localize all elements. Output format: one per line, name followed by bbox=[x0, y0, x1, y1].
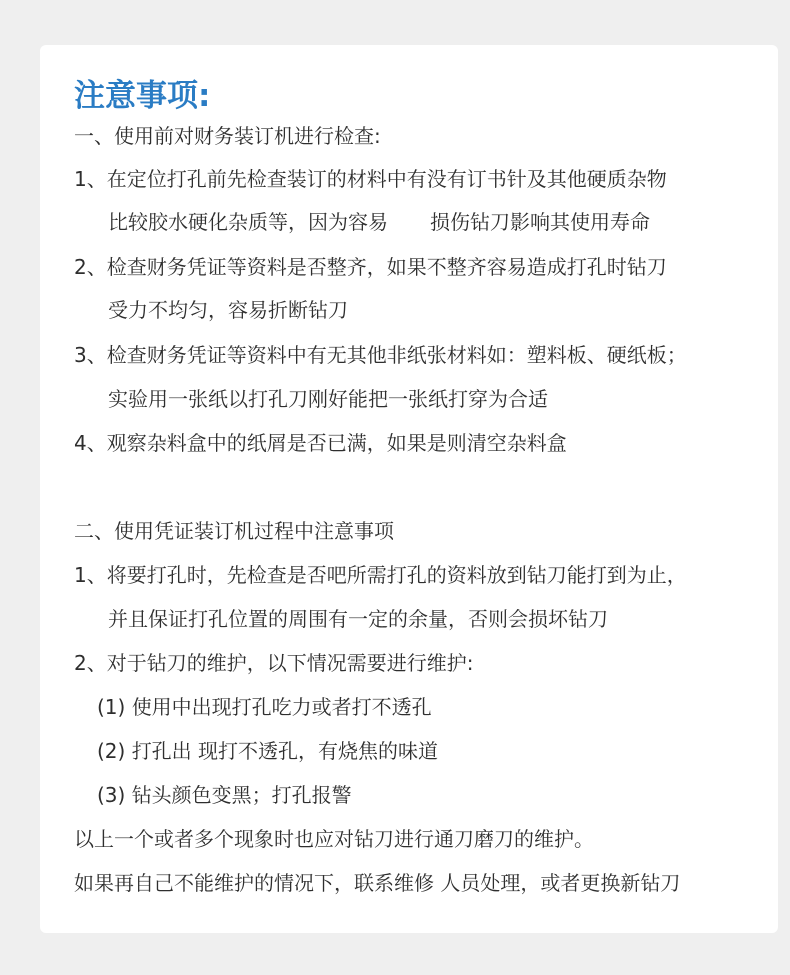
section2-sub2: (2) 打孔出 现打不透孔，有烧焦的味道 bbox=[97, 739, 439, 763]
section2-item1-line2: 并且保证打孔位置的周围有一定的余量，否则会损坏钻刀 bbox=[108, 607, 608, 631]
section1-item1-line2a: 比较胶水硬化杂质等，因为容易 bbox=[108, 210, 388, 234]
page-title: 注意事项: bbox=[74, 78, 211, 114]
section2-item1-line1: 1、将要打孔时，先检查是否吧所需打孔的资料放到钻刀能打到为止， bbox=[74, 563, 687, 587]
section1-item1-line2 bbox=[108, 208, 650, 236]
section2-note1: 以上一个或者多个现象时也应对钻刀进行通刀磨刀的维护。 bbox=[74, 827, 594, 851]
section1-item1-line2b: 损伤钻刀影响其使用寿命 bbox=[430, 210, 650, 234]
section1-item1-line1: 1、在定位打孔前先检查装订的材料中有没有订书针及其他硬质杂物 bbox=[74, 167, 667, 191]
section1-item4-line1: 4、观察杂料盒中的纸屑是否已满，如果是则清空杂料盒 bbox=[74, 431, 567, 455]
section1-item3-line1: 3、检查财务凭证等资料中有无其他非纸张材料如：塑料板、硬纸板； bbox=[74, 343, 687, 367]
section2-sub3: (3) 钻头颜色变黑；打孔报警 bbox=[97, 783, 352, 807]
section2-item2-line1: 2、对于钻刀的维护，以下情况需要进行维护: bbox=[74, 651, 474, 675]
section2-heading: 二、使用凭证装订机过程中注意事项 bbox=[74, 519, 394, 543]
section1-item3-line2: 实验用一张纸以打孔刀刚好能把一张纸打穿为合适 bbox=[108, 387, 548, 411]
section1-item2-line2: 受力不均匀，容易折断钻刀 bbox=[108, 298, 348, 322]
content-card bbox=[40, 45, 778, 933]
section2-sub1: (1) 使用中出现打孔吃力或者打不透孔 bbox=[97, 695, 432, 719]
section1-item2-line1: 2、检查财务凭证等资料是否整齐，如果不整齐容易造成打孔时钻刀 bbox=[74, 255, 667, 279]
section1-heading: 一、使用前对财务装订机进行检查: bbox=[74, 124, 381, 148]
section2-note2: 如果再自己不能维护的情况下，联系维修 人员处理，或者更换新钻刀 bbox=[74, 871, 681, 895]
